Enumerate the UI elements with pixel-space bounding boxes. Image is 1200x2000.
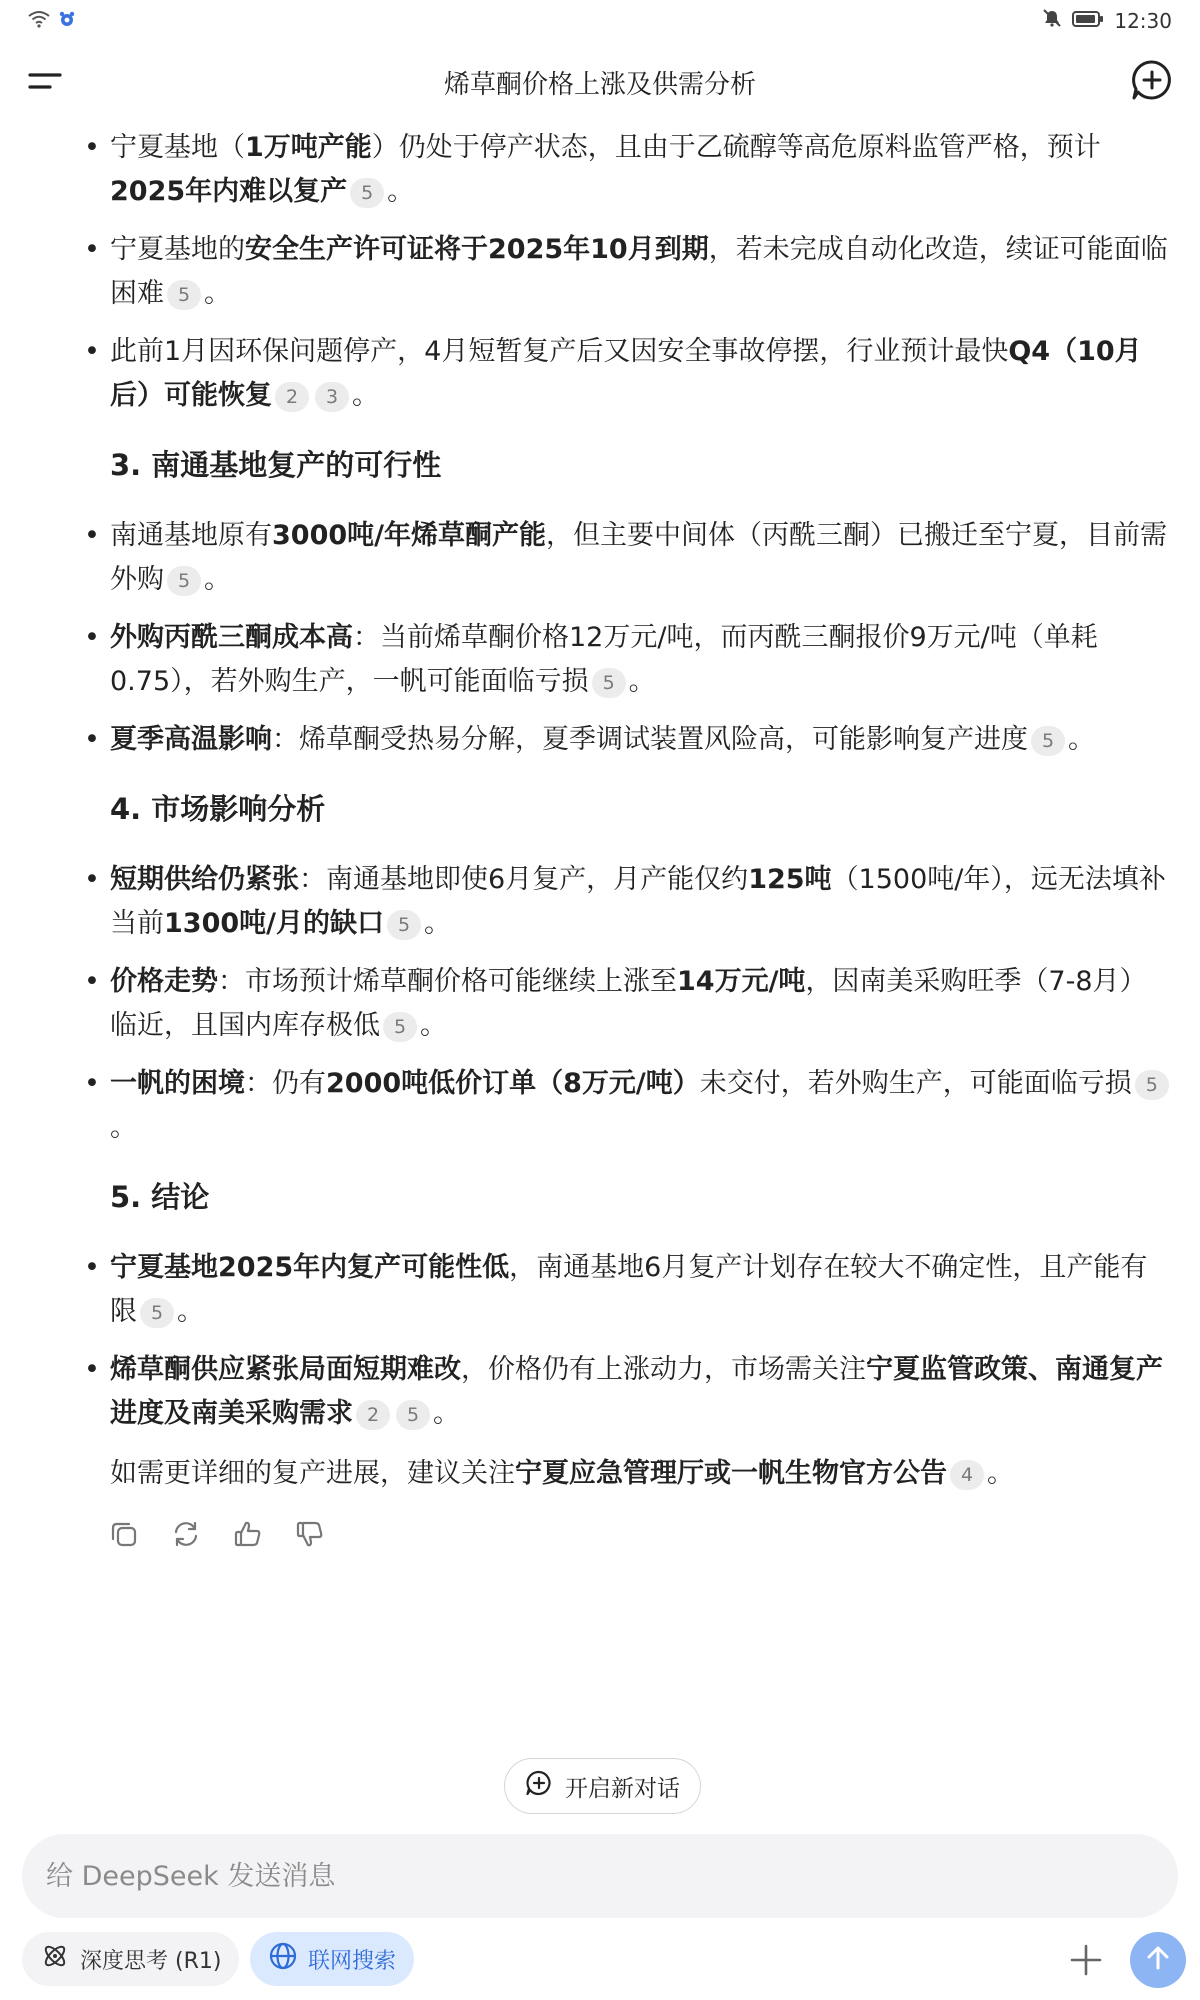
battery-icon <box>1072 9 1104 33</box>
page-title: 烯草酮价格上涨及供需分析 <box>443 70 756 100</box>
regenerate-button[interactable] <box>170 1518 202 1550</box>
bold-text: 一帆的困境 <box>110 1068 245 1099</box>
bold-text: 短期供给仍紧张 <box>110 864 299 895</box>
section-heading: 3. 南通基地复产的可行性 <box>110 448 442 482</box>
status-time: 12:30 <box>1114 8 1172 33</box>
text-segment: 此前1月因环保问题停产，4月短暂复产后又因安全事故停摆，行业预计最快 <box>110 336 1009 367</box>
list-item <box>110 126 1172 214</box>
list-item <box>110 718 1172 762</box>
bold-text: 宁夏基地2025年内复产可能性低 <box>110 1252 510 1283</box>
bold-text: 夏季高温影响 <box>110 724 272 755</box>
text-segment: 未交付，若外购生产，可能面临亏损 <box>699 1068 1132 1099</box>
send-button[interactable] <box>1130 1932 1186 1988</box>
atom-icon <box>40 1941 70 1977</box>
bullet-list <box>0 858 1200 1150</box>
bold-text: 14万元/吨 <box>677 966 806 997</box>
wifi-icon <box>28 10 50 32</box>
sentence-end: 。 <box>424 908 452 939</box>
regenerate-icon <box>170 1535 202 1554</box>
sentence-end: 。 <box>204 278 231 309</box>
list-item <box>110 960 1172 1048</box>
mute-icon <box>1042 8 1062 33</box>
new-chat-small-icon <box>525 1769 553 1803</box>
text-segment: ，若未完成自动化改造，续证可能面临困难 <box>110 234 1168 309</box>
status-right <box>1042 8 1172 33</box>
citation-badge[interactable]: 5 <box>592 668 626 698</box>
message-actions <box>0 1518 1200 1550</box>
sentence-end: 。 <box>110 1112 137 1143</box>
deep-think-toggle[interactable] <box>22 1932 239 1986</box>
list-item <box>110 1348 1172 1436</box>
list-item <box>110 330 1172 418</box>
new-chat-button[interactable] <box>504 1758 701 1814</box>
text-segment: （1500吨/年），远无法填补当前 <box>110 864 1166 939</box>
thumbs-down-icon <box>294 1535 326 1554</box>
section-heading: 4. 市场影响分析 <box>110 792 326 826</box>
deep-think-label: 深度思考 (R1) <box>80 1948 222 1974</box>
text-segment: ，因南美采购旺季（7-8月）临近，且国内库存极低 <box>110 966 1147 1041</box>
list-item <box>110 616 1172 704</box>
bold-text: 1300吨/月的缺口 <box>164 908 385 939</box>
new-chat-icon-button[interactable] <box>1130 58 1174 102</box>
bold-text: 外购丙酰三酮成本高 <box>110 622 353 653</box>
list-item <box>110 1062 1172 1150</box>
arrow-up-icon <box>1144 1944 1172 1976</box>
copy-button[interactable] <box>108 1518 140 1550</box>
text-segment: 宁夏基地（ <box>110 132 245 163</box>
text-segment: 如需更详细的复产进展，建议关注 <box>110 1458 515 1489</box>
plus-icon <box>1066 1965 1106 1984</box>
citation-badge[interactable]: 3 <box>315 382 349 412</box>
sentence-end: 。 <box>387 176 415 207</box>
text-segment: 南通基地原有 <box>110 520 272 551</box>
sentence-end: 。 <box>352 380 379 411</box>
thumbs-down-button[interactable] <box>294 1518 326 1550</box>
bold-text: 2000吨低价订单（8万元/吨） <box>326 1068 700 1099</box>
text-segment: ：仍有 <box>245 1068 326 1099</box>
section-heading: 5. 结论 <box>110 1180 210 1214</box>
bold-text: 1万吨产能 <box>245 132 372 163</box>
bullet-list <box>0 514 1200 762</box>
list-item <box>110 514 1172 602</box>
text-segment: 宁夏基地的 <box>110 234 245 265</box>
bold-text: 2025年内难以复产 <box>110 176 348 207</box>
bold-text: 价格走势 <box>110 966 218 997</box>
sentence-end: 。 <box>420 1010 447 1041</box>
citation-badge[interactable]: 4 <box>950 1460 984 1490</box>
bullet-list <box>0 126 1200 418</box>
status-left <box>28 10 76 32</box>
sentence-end: 。 <box>177 1296 204 1327</box>
attach-button[interactable] <box>1066 1940 1106 1980</box>
citation-badge[interactable]: 5 <box>350 178 384 208</box>
bold-text: 安全生产许可证将于2025年10月到期 <box>245 234 709 265</box>
sentence-end: 。 <box>1068 724 1095 755</box>
web-search-toggle[interactable] <box>250 1932 414 1986</box>
web-search-label: 联网搜索 <box>308 1948 397 1974</box>
app-notification-icon <box>58 10 76 32</box>
copy-icon <box>108 1535 140 1554</box>
text-segment: ，但主要中间体（丙酰三酮）已搬迁至宁夏，目前需外购 <box>110 520 1168 595</box>
sentence-end: 。 <box>987 1458 1014 1489</box>
citation-badge[interactable]: 5 <box>396 1400 430 1430</box>
message-content <box>0 126 1200 1550</box>
text-segment: ）仍处于停产状态，且由于乙硫醇等高危原料监管严格，预计 <box>371 132 1101 163</box>
thumbs-up-button[interactable] <box>232 1518 264 1550</box>
citation-badge[interactable]: 5 <box>1031 726 1065 756</box>
citation-badge[interactable]: 5 <box>383 1012 417 1042</box>
citation-badge[interactable]: 5 <box>167 566 201 596</box>
new-chat-icon <box>1130 87 1174 106</box>
bold-text: 3000吨/年烯草酮产能 <box>272 520 547 551</box>
sentence-end: 。 <box>204 564 231 595</box>
new-chat-label: 开启新对话 <box>565 1775 680 1802</box>
bold-text: 宁夏监管政策、南通复产进度及南美采购需求 <box>110 1354 1163 1429</box>
citation-badge[interactable]: 2 <box>275 382 309 412</box>
composer-toolbar <box>0 1932 1200 1992</box>
citation-badge[interactable]: 5 <box>1135 1070 1169 1100</box>
globe-icon <box>268 1941 298 1977</box>
list-item <box>110 1246 1172 1334</box>
citation-badge[interactable]: 5 <box>387 910 421 940</box>
top-bar <box>0 44 1200 118</box>
bold-text: Q4（10月后）可能恢复 <box>110 336 1142 411</box>
status-bar <box>0 0 1200 44</box>
list-item <box>110 858 1172 946</box>
text-segment: ：当前烯草酮价格12万元/吨，而丙酰三酮报价9万元/吨（单耗0.75），若外购生产，一帆可能面临亏损 <box>110 622 1098 697</box>
bold-text: 125吨 <box>748 864 832 895</box>
text-segment: ，南通基地6月复产计划存在较大不确定性，且产能有限 <box>110 1252 1148 1327</box>
text-segment: ：市场预计烯草酮价格可能继续上涨至 <box>218 966 677 997</box>
text-segment: ，价格仍有上涨动力，市场需关注 <box>461 1354 866 1385</box>
list-item <box>110 228 1172 316</box>
bullet-list <box>0 1246 1200 1436</box>
composer <box>22 1834 1178 1918</box>
citation-badge[interactable]: 2 <box>356 1400 390 1430</box>
sentence-end: 。 <box>628 666 656 697</box>
bold-text: 烯草酮供应紧张局面短期难改 <box>110 1354 461 1385</box>
text-segment: ：烯草酮受热易分解，夏季调试装置风险高，可能影响复产进度 <box>272 724 1028 755</box>
citation-badge[interactable]: 5 <box>167 280 201 310</box>
citation-badge[interactable]: 5 <box>140 1298 174 1328</box>
thumbs-up-icon <box>232 1535 264 1554</box>
text-segment: ：南通基地即使6月复产，月产能仅约 <box>299 864 749 895</box>
sentence-end: 。 <box>433 1398 460 1429</box>
message-input[interactable] <box>46 1834 1146 1918</box>
bold-text: 宁夏应急管理厅或一帆生物官方公告 <box>515 1458 947 1489</box>
closing-paragraph <box>0 1452 1200 1496</box>
